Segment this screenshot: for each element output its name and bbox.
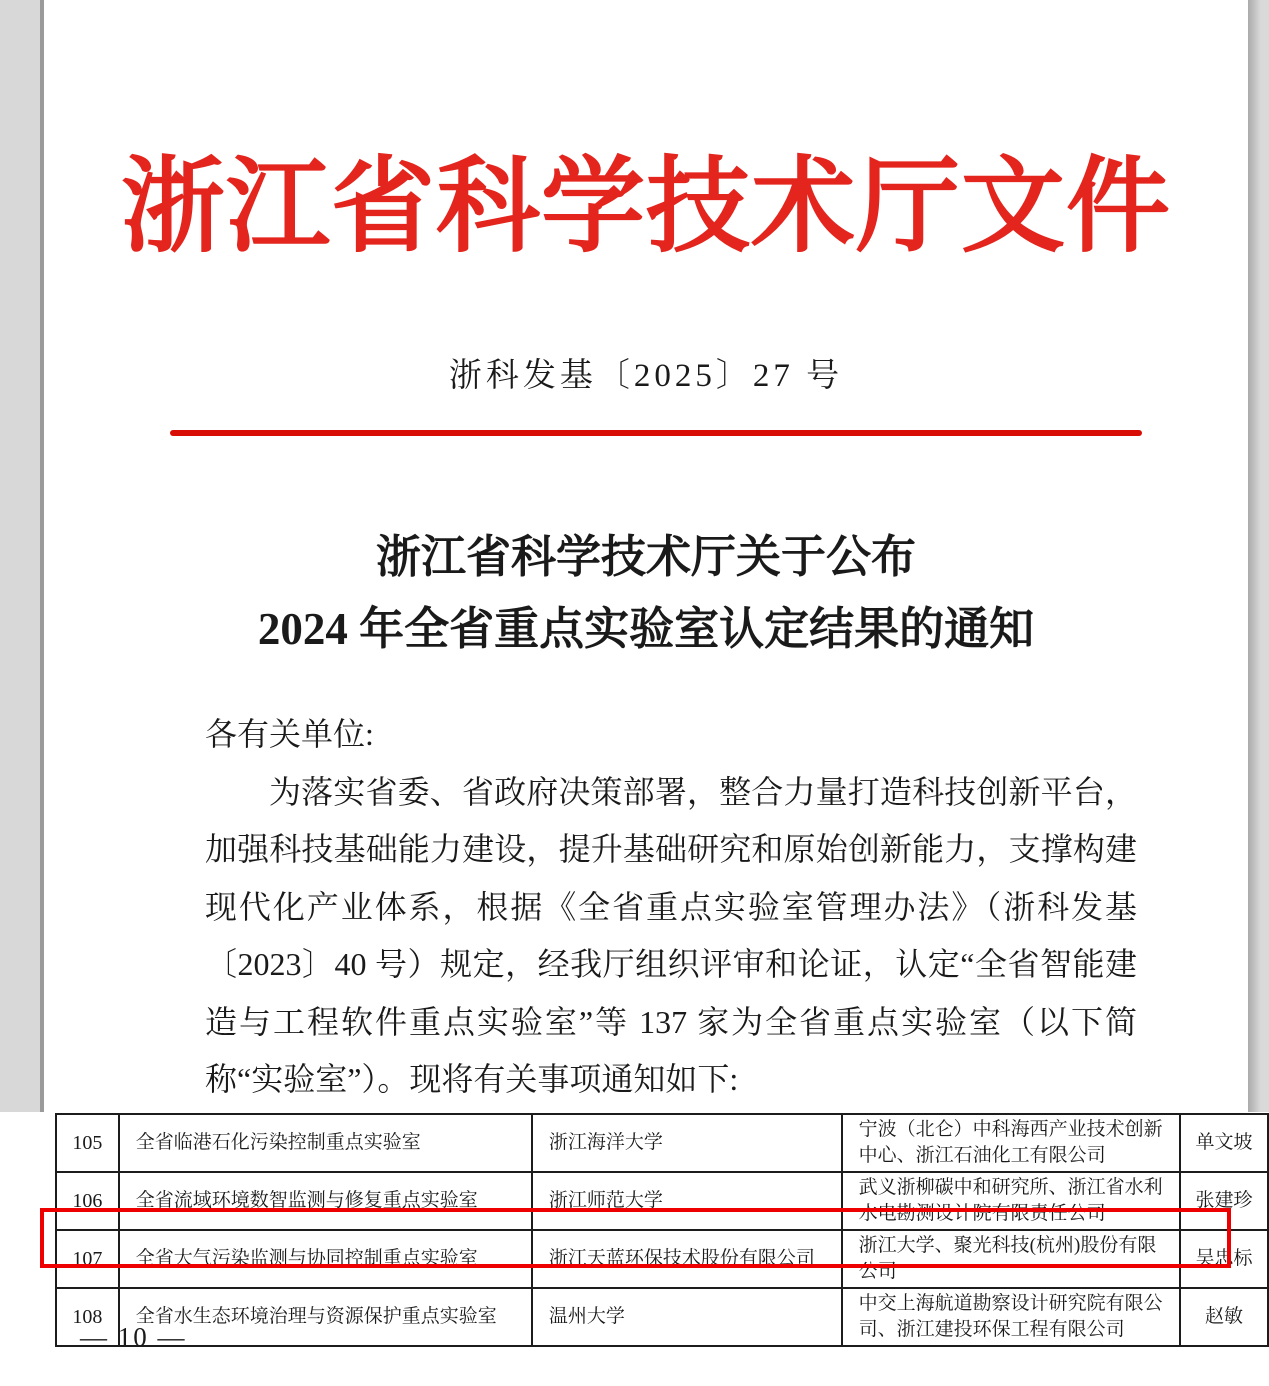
salutation: 各有关单位: <box>205 716 374 752</box>
host-unit-cell: 浙江天蓝环保技术股份有限公司 <box>532 1230 842 1288</box>
table-row-106 <box>56 1172 1268 1230</box>
lab-results-table <box>55 1113 1269 1347</box>
notice-title-line2: 2024 年全省重点实验室认定结果的通知 <box>257 604 1035 654</box>
row-number-cell: 108 <box>56 1288 119 1346</box>
table-row-107-highlighted <box>56 1230 1268 1288</box>
red-separator-line <box>170 430 1142 436</box>
director-cell: 单文坡 <box>1180 1114 1268 1172</box>
body-paragraph: 为落实省委、省政府决策部署，整合力量打造科技创新平台，加强科技基础能力建设，提升基础研究和原始创新能力，支撑构建现代化产业体系，根据《全省重点实验室管理办法》（浙科发基〔2023〕40 号）规定，经我厅组织评审和论证，认定“全省智能建造与工程软件重点实验室”等 137 家为全省重点实验室（以下简称“实验室”）。现将有关事项通知如下: <box>205 773 1137 1097</box>
partner-units-cell: 浙江大学、聚光科技(杭州)股份有限公司 <box>842 1230 1180 1288</box>
partner-units-cell: 武义浙柳碳中和研究所、浙江省水利水电勘测设计院有限责任公司 <box>842 1172 1180 1230</box>
document-header-title: 浙江省科学技术厅文件 <box>120 150 1171 265</box>
partner-units-cell: 宁波（北仑）中科海西产业技术创新中心、浙江石油化工有限公司 <box>842 1114 1180 1172</box>
document-number: 浙科发基〔2025〕27 号 <box>448 358 844 394</box>
table-row-105 <box>56 1114 1268 1172</box>
table-row-108 <box>56 1288 1268 1346</box>
document-body <box>205 706 1137 1109</box>
host-unit-cell: 浙江师范大学 <box>532 1172 842 1230</box>
director-cell: 张建珍 <box>1180 1172 1268 1230</box>
director-cell: 吴忠标 <box>1180 1230 1268 1288</box>
notice-title-line1: 浙江省科学技术厅关于公布 <box>375 532 916 582</box>
row-number-cell: 106 <box>56 1172 119 1230</box>
page-number: — 10 — <box>80 1322 187 1352</box>
lab-name-cell: 全省大气污染监测与协同控制重点实验室 <box>119 1230 532 1288</box>
partner-units-cell: 中交上海航道勘察设计研究院有限公司、浙江建投环保工程有限公司 <box>842 1288 1180 1346</box>
row-number-cell: 105 <box>56 1114 119 1172</box>
scan-right-margin <box>1248 0 1269 1112</box>
scan-left-margin <box>0 0 44 1112</box>
host-unit-cell: 温州大学 <box>532 1288 842 1346</box>
lab-name-cell: 全省水生态环境治理与资源保护重点实验室 <box>119 1288 532 1346</box>
row-number-cell: 107 <box>56 1230 119 1288</box>
director-cell: 赵敏 <box>1180 1288 1268 1346</box>
lab-name-cell: 全省临港石化污染控制重点实验室 <box>119 1114 532 1172</box>
host-unit-cell: 浙江海洋大学 <box>532 1114 842 1172</box>
lab-name-cell: 全省流域环境数智监测与修复重点实验室 <box>119 1172 532 1230</box>
